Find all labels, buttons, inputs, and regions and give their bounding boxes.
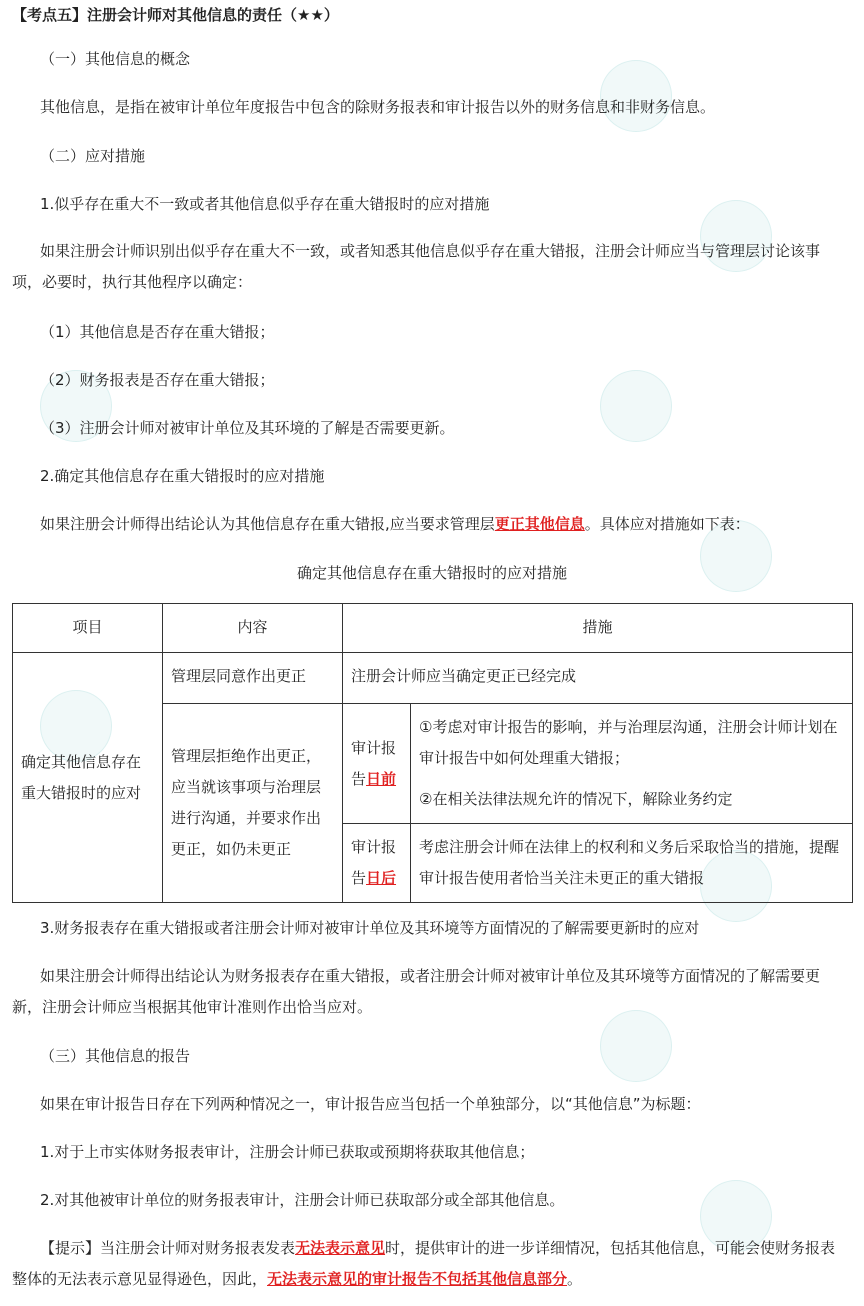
highlight-correct-info: 更正其他信息 <box>494 515 585 533</box>
cell-after-report <box>343 824 411 903</box>
cell-after-measure: 考虑注册会计师在法律上的权利和义务后采取恰当的措施，提醒审计报告使用者恰当关注未更正的重大错报 <box>411 824 853 903</box>
tip-text-c: 。 <box>567 1270 583 1288</box>
paragraph-4: 如果注册会计师得出结论认为财务报表存在重大错报，或者注册会计师对被审计单位及其环境等方面情况的了解需要更新，注册会计师应当根据其他审计准则作出恰当应对。 <box>12 967 821 1016</box>
table-row <box>13 653 853 704</box>
highlight-no-other-info: 无法表示意见的审计报告不包括其他信息部分 <box>267 1270 568 1288</box>
paragraph-3-text-a: 如果注册会计师得出结论认为其他信息存在重大错报,应当要求管理层 <box>40 515 495 533</box>
after-report-label: 审计报告 <box>351 838 397 887</box>
cell-refuse: 管理层拒绝作出更正，应当就该事项与治理层进行沟通，并要求作出更正，如仍未更正 <box>163 704 343 903</box>
tip-paragraph <box>12 1233 844 1295</box>
highlight-after: 日后 <box>366 869 397 887</box>
tip-text-a: 当注册会计师对财务报表发表 <box>100 1239 296 1257</box>
title-text: 注册会计师对其他信息的责任（★★） <box>87 6 339 24</box>
table-caption: 确定其他信息存在重大错报时的应对措施 <box>296 564 567 582</box>
row-label: 确定其他信息存在重大错报时的应对 <box>13 653 163 903</box>
list-item-2: （2）财务报表是否存在重大错报； <box>40 371 275 389</box>
report-item-1: 1.对于上市实体财务报表审计，注册会计师已获取或预期将获取其他信息； <box>40 1143 535 1161</box>
list-item-1: （1）其他信息是否存在重大错报； <box>40 323 275 341</box>
paragraph-2: 如果注册会计师识别出似乎存在重大不一致，或者知悉其他信息似乎存在重大错报，注册会计师应当与管理层讨论该事项，必要时，执行其他程序以确定： <box>12 242 821 291</box>
heading-1: （一）其他信息的概念 <box>40 50 191 68</box>
before-measure-1: ①考虑对审计报告的影响，并与治理层沟通，注册会计师计划在审计报告中如何处理重大错报； <box>419 718 838 767</box>
cell-agree-measure: 注册会计师应当确定更正已经完成 <box>343 653 853 704</box>
heading-2: （二）应对措施 <box>40 147 146 165</box>
title-bracket: 【考点五】 <box>12 6 88 24</box>
cell-agree: 管理层同意作出更正 <box>163 653 343 704</box>
heading-3: （三）其他信息的报告 <box>40 1047 191 1065</box>
highlight-before: 日前 <box>366 769 397 788</box>
paragraph-3 <box>40 513 864 535</box>
cell-before-measures <box>411 704 853 824</box>
measures-table <box>12 603 853 903</box>
list-item-3: （3）注册会计师对被审计单位及其环境的了解是否需要更新。 <box>40 419 455 437</box>
subheading-2: 2.确定其他信息存在重大错报时的应对措施 <box>40 467 325 485</box>
paragraph-5: 如果在审计报告日存在下列两种情况之一，审计报告应当包括一个单独部分，以“其他信息”为标题： <box>40 1095 701 1113</box>
highlight-disclaimer: 无法表示意见 <box>295 1239 386 1257</box>
section-title <box>12 4 852 26</box>
subheading-3: 3.财务报表存在重大错报或者注册会计师对被审计单位及其环境等方面情况的了解需要更新时的应对 <box>40 919 700 937</box>
header-content: 内容 <box>163 604 343 653</box>
before-report-label: 审计报告 <box>351 738 397 788</box>
before-measure-2: ②在相关法律法规允许的情况下，解除业务约定 <box>419 790 733 808</box>
cell-before-report <box>343 704 411 824</box>
report-item-2: 2.对其他被审计单位的财务报表审计，注册会计师已获取部分或全部其他信息。 <box>40 1191 565 1209</box>
tip-text-b: 时，提供审计的进一步详细情况，包括其他信息，可能会使财务报表整体的无法表示意见显得逊色，因此， <box>12 1239 836 1288</box>
header-item: 项目 <box>13 604 163 653</box>
paragraph-1: 其他信息，是指在被审计单位年度报告中包含的除财务报表和审计报告以外的财务信息和非财务信息。 <box>40 98 716 116</box>
header-measure: 措施 <box>343 604 853 653</box>
paragraph-3-text-b: 。具体应对措施如下表： <box>584 515 750 533</box>
table-header-row <box>13 604 853 653</box>
subheading-1: 1.似乎存在重大不一致或者其他信息似乎存在重大错报时的应对措施 <box>40 195 490 213</box>
tip-label: 【提示】 <box>40 1239 101 1257</box>
